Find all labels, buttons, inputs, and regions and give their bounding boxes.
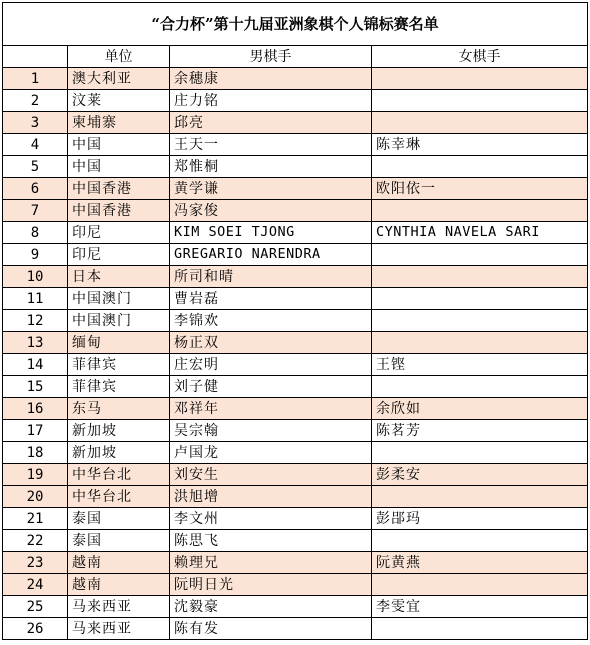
unit-cell[interactable]: 泰国	[68, 508, 170, 530]
table-row	[3, 178, 588, 200]
male-player-cell[interactable]: 余穗康	[170, 68, 372, 90]
female-player-cell[interactable]	[372, 266, 588, 288]
unit-cell[interactable]: 日本	[68, 266, 170, 288]
table-row	[3, 266, 588, 288]
row-number-cell[interactable]: 15	[3, 376, 68, 398]
header-female-player[interactable]: 女棋手	[372, 46, 588, 68]
header-number[interactable]	[3, 46, 68, 68]
female-player-cell[interactable]	[372, 310, 588, 332]
table-row	[3, 156, 588, 178]
table-row	[3, 486, 588, 508]
unit-cell[interactable]: 澳大利亚	[68, 68, 170, 90]
female-player-cell[interactable]	[372, 288, 588, 310]
male-player-cell[interactable]: 所司和晴	[170, 266, 372, 288]
male-player-cell[interactable]: 李文州	[170, 508, 372, 530]
female-player-cell[interactable]: 阮黄燕	[372, 552, 588, 574]
row-number-cell[interactable]: 16	[3, 398, 68, 420]
unit-cell[interactable]: 印尼	[68, 244, 170, 266]
table-row	[3, 552, 588, 574]
male-player-cell[interactable]: 王天一	[170, 134, 372, 156]
table-row	[3, 332, 588, 354]
unit-cell[interactable]: 新加坡	[68, 420, 170, 442]
header-unit[interactable]: 单位	[68, 46, 170, 68]
male-player-cell[interactable]: 刘子健	[170, 376, 372, 398]
row-number-cell[interactable]: 26	[3, 618, 68, 640]
header-male-player[interactable]: 男棋手	[170, 46, 372, 68]
row-number-cell[interactable]: 24	[3, 574, 68, 596]
unit-cell[interactable]: 印尼	[68, 222, 170, 244]
table-row	[3, 134, 588, 156]
row-number-cell[interactable]: 19	[3, 464, 68, 486]
row-number-cell[interactable]: 5	[3, 156, 68, 178]
row-number-cell[interactable]: 22	[3, 530, 68, 552]
unit-cell[interactable]: 中国香港	[68, 200, 170, 222]
table-row	[3, 596, 588, 618]
table-row	[3, 90, 588, 112]
header-row	[3, 46, 588, 68]
male-player-cell[interactable]: 吴宗翰	[170, 420, 372, 442]
row-number-cell[interactable]: 21	[3, 508, 68, 530]
female-player-cell[interactable]: 欧阳依一	[372, 178, 588, 200]
unit-cell[interactable]: 中华台北	[68, 464, 170, 486]
table-row	[3, 508, 588, 530]
row-number-cell[interactable]: 2	[3, 90, 68, 112]
unit-cell[interactable]: 中华台北	[68, 486, 170, 508]
female-player-cell[interactable]	[372, 332, 588, 354]
female-player-cell[interactable]	[372, 486, 588, 508]
male-player-cell[interactable]: 邱亮	[170, 112, 372, 134]
unit-cell[interactable]: 中国澳门	[68, 310, 170, 332]
row-number-cell[interactable]: 18	[3, 442, 68, 464]
male-player-cell[interactable]: 邓祥年	[170, 398, 372, 420]
female-player-cell[interactable]: 陈茗芳	[372, 420, 588, 442]
female-player-cell[interactable]	[372, 68, 588, 90]
table-row	[3, 376, 588, 398]
female-player-cell[interactable]	[372, 90, 588, 112]
male-player-cell[interactable]: 陈思飞	[170, 530, 372, 552]
female-player-cell[interactable]: 彭柔安	[372, 464, 588, 486]
table-row	[3, 244, 588, 266]
table-row	[3, 442, 588, 464]
male-player-cell[interactable]: 冯家俊	[170, 200, 372, 222]
male-player-cell[interactable]: 黄学谦	[170, 178, 372, 200]
row-number-cell[interactable]: 11	[3, 288, 68, 310]
male-player-cell[interactable]: 阮明日光	[170, 574, 372, 596]
table-row	[3, 288, 588, 310]
row-number-cell[interactable]: 13	[3, 332, 68, 354]
row-number-cell[interactable]: 1	[3, 68, 68, 90]
female-player-cell[interactable]: 余欣如	[372, 398, 588, 420]
table-row	[3, 618, 588, 640]
table-title[interactable]: “合力杯”第十九届亚洲象棋个人锦标赛名单	[3, 3, 588, 46]
female-player-cell[interactable]	[372, 530, 588, 552]
table-row	[3, 354, 588, 376]
row-number-cell[interactable]: 3	[3, 112, 68, 134]
roster-table	[2, 2, 588, 640]
male-player-cell[interactable]: 杨正双	[170, 332, 372, 354]
female-player-cell[interactable]	[372, 200, 588, 222]
unit-cell[interactable]: 中国香港	[68, 178, 170, 200]
unit-cell[interactable]: 缅甸	[68, 332, 170, 354]
row-number-cell[interactable]: 8	[3, 222, 68, 244]
table-row	[3, 398, 588, 420]
female-player-cell[interactable]: 彭郘玛	[372, 508, 588, 530]
table-row	[3, 530, 588, 552]
row-number-cell[interactable]: 17	[3, 420, 68, 442]
unit-cell[interactable]: 泰国	[68, 530, 170, 552]
row-number-cell[interactable]: 14	[3, 354, 68, 376]
male-player-cell[interactable]: 赖理兄	[170, 552, 372, 574]
row-number-cell[interactable]: 10	[3, 266, 68, 288]
unit-cell[interactable]: 汶莱	[68, 90, 170, 112]
table-row	[3, 222, 588, 244]
male-player-cell[interactable]: 庄力铭	[170, 90, 372, 112]
unit-cell[interactable]: 菲律宾	[68, 354, 170, 376]
female-player-cell[interactable]	[372, 156, 588, 178]
female-player-cell[interactable]	[372, 376, 588, 398]
unit-cell[interactable]: 菲律宾	[68, 376, 170, 398]
male-player-cell[interactable]: 曹岩磊	[170, 288, 372, 310]
female-player-cell[interactable]	[372, 244, 588, 266]
female-player-cell[interactable]: CYNTHIA NAVELA SARI	[372, 222, 588, 244]
unit-cell[interactable]: 中国澳门	[68, 288, 170, 310]
row-number-cell[interactable]: 7	[3, 200, 68, 222]
unit-cell[interactable]: 中国	[68, 134, 170, 156]
table-row	[3, 464, 588, 486]
male-player-cell[interactable]: 刘安生	[170, 464, 372, 486]
unit-cell[interactable]: 马来西亚	[68, 618, 170, 640]
row-number-cell[interactable]: 9	[3, 244, 68, 266]
female-player-cell[interactable]	[372, 112, 588, 134]
male-player-cell[interactable]: 沈毅豪	[170, 596, 372, 618]
row-number-cell[interactable]: 6	[3, 178, 68, 200]
row-number-cell[interactable]: 23	[3, 552, 68, 574]
male-player-cell[interactable]: 卢国龙	[170, 442, 372, 464]
unit-cell[interactable]: 马来西亚	[68, 596, 170, 618]
male-player-cell[interactable]: GREGARIO NARENDRA	[170, 244, 372, 266]
table-row	[3, 574, 588, 596]
title-row	[3, 3, 588, 46]
male-player-cell[interactable]: 洪旭增	[170, 486, 372, 508]
unit-cell[interactable]: 柬埔寨	[68, 112, 170, 134]
table-row	[3, 200, 588, 222]
row-number-cell[interactable]: 20	[3, 486, 68, 508]
unit-cell[interactable]: 越南	[68, 552, 170, 574]
male-player-cell[interactable]: KIM SOEI TJONG	[170, 222, 372, 244]
table-row	[3, 310, 588, 332]
table-row	[3, 112, 588, 134]
unit-cell[interactable]: 越南	[68, 574, 170, 596]
unit-cell[interactable]: 中国	[68, 156, 170, 178]
male-player-cell[interactable]: 李锦欢	[170, 310, 372, 332]
male-player-cell[interactable]: 庄宏明	[170, 354, 372, 376]
female-player-cell[interactable]	[372, 442, 588, 464]
unit-cell[interactable]: 东马	[68, 398, 170, 420]
male-player-cell[interactable]: 郑惟桐	[170, 156, 372, 178]
female-player-cell[interactable]	[372, 574, 588, 596]
female-player-cell[interactable]: 王铿	[372, 354, 588, 376]
male-player-cell[interactable]: 陈有发	[170, 618, 372, 640]
female-player-cell[interactable]: 陈幸琳	[372, 134, 588, 156]
female-player-cell[interactable]	[372, 618, 588, 640]
row-number-cell[interactable]: 4	[3, 134, 68, 156]
row-number-cell[interactable]: 25	[3, 596, 68, 618]
row-number-cell[interactable]: 12	[3, 310, 68, 332]
table-row	[3, 420, 588, 442]
unit-cell[interactable]: 新加坡	[68, 442, 170, 464]
female-player-cell[interactable]: 李雯宜	[372, 596, 588, 618]
table-row	[3, 68, 588, 90]
